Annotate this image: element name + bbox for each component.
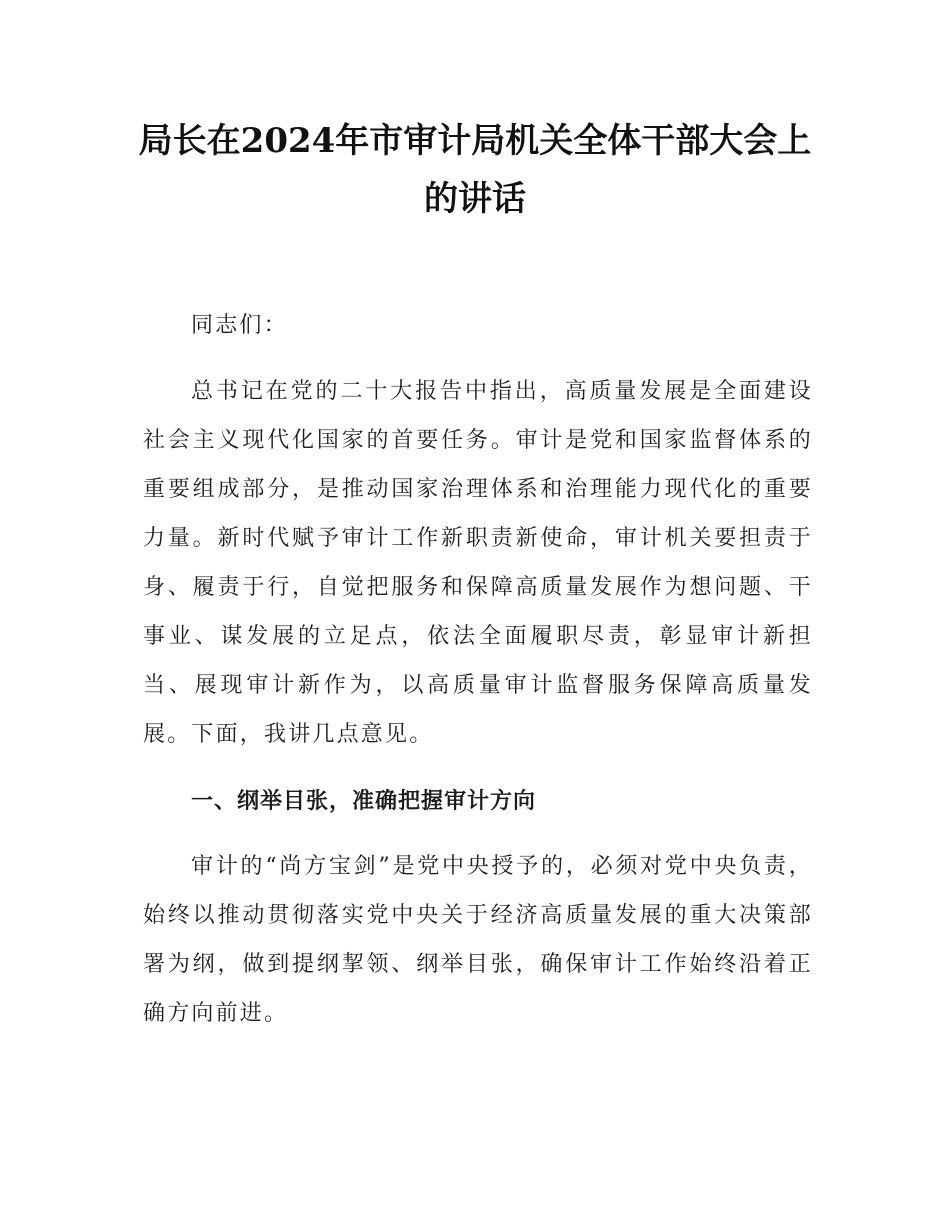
section-heading-1: 一、纲举目张，准确把握审计方向 [191, 789, 537, 814]
document-title: 局长在2024年市审计局机关全体干部大会上的讲话 [138, 121, 812, 219]
paragraph-1: 总书记在党的二十大报告中指出，高质量发展是全面建设社会主义现代化国家的首要任务。审计是党和国家监督体系的重要组成部分，是推动国家治理体系和治理能力现代化的重要力量。新时代赋予审计工作新职责新使命，审计机关要担责于身、履责于行，自觉把服务和保障高质量发展作为想问题、干事业、谋发展的立足点，依法全面履职尽责，彰显审计新担当、展现审计新作为，以高质量审计监督服务保障高质量发展。下面，我讲几点意见。 [143, 379, 813, 747]
salutation: 同志们： [191, 313, 288, 338]
paragraph-2: 审计的“尚方宝剑”是党中央授予的，必须对党中央负责，始终以推动贯彻落实党中央关于经济高质量发展的重大决策部署为纲，做到提纲挈领、纲举目张，确保审计工作始终沿着正确方向前进。 [143, 854, 813, 1026]
